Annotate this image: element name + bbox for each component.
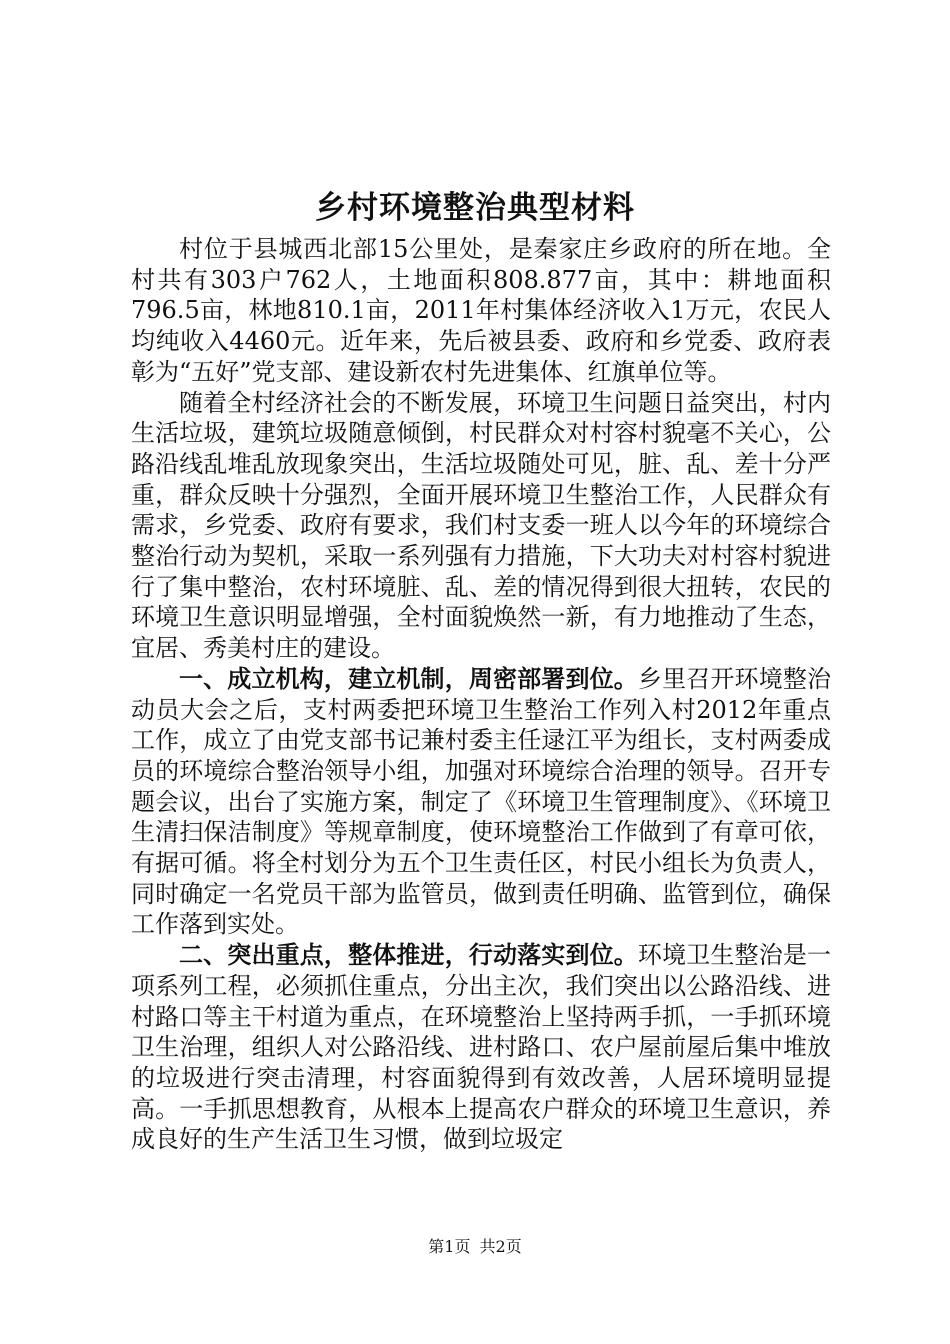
section-heading: 二、突出重点，整体推进，行动落实到位。 bbox=[179, 941, 638, 970]
document-body bbox=[131, 234, 831, 1155]
paragraph-section-2 bbox=[131, 940, 831, 1155]
page-number-footer: 第1页 共2页 bbox=[428, 1237, 522, 1256]
paragraph-text: 随着全村经济社会的不断发展，环境卫生问题日益突出，村内生活垃圾，建筑垃圾随意倾倒，村民群众对村容村貌毫不关心，公路沿线乱堆乱放现象突出，生活垃圾随处可见，脏、乱、差十分严重，群众反映十分强烈，全面开展环境卫生整治工作，人民群众有需求，乡党委、政府有要求，我们村支委一班人以今年的环境综合整治行动为契机，采取一系列强有力措施，下大功夫对村容村貌进行了集中整治，农村环境脏、乱、差的情况得到很大扭转，农民的环境卫生意识明显增强，全村面貌焕然一新，有力地推动了生态，宜居、秀美村庄的建设。 bbox=[131, 388, 831, 663]
paragraph-text: 村位于县城西北部15公里处，是秦家庄乡政府的所在地。全村共有303户762人，土地面积808.877亩，其中：耕地面积796.5亩，林地810.1亩，2011年村集体经济收入1万元，农民人均纯收入4460元。近年来，先后被县委、政府和乡党委、政府表彰为“五好”党支部、建设新农村先进集体、红旗单位等。 bbox=[131, 235, 831, 386]
paragraph-section-1 bbox=[131, 664, 831, 940]
section-heading: 一、成立机构，建立机制，周密部署到位。 bbox=[179, 664, 638, 693]
document-title: 乡村环境整治典型材料 bbox=[315, 190, 635, 226]
paragraph-intro bbox=[131, 234, 831, 388]
paragraph-text: 乡里召开环境整治动员大会之后，支村两委把环境卫生整治工作列入村2012年重点工作，成立了由党支部书记兼村委主任逯江平为组长，支村两委成员的环境综合整治领导小组，加强对环境综合治理的领导。召开专题会议，出台了实施方案，制定了《环境卫生管理制度》、《环境卫生清扫保洁制度》等规章制度，使环境整治工作做到了有章可依，有据可循。将全村划分为五个卫生责任区，村民小组长为负责人，同时确定一名党员干部为监管员，做到责任明确、监管到位，确保工作落到实处。 bbox=[131, 664, 831, 939]
paragraph-background bbox=[131, 388, 831, 664]
paragraph-text: 环境卫生整治是一项系列工程，必须抓住重点，分出主次，我们突出以公路沿线、进村路口等主干村道为重点，在环境整治上坚持两手抓，一手抓环境卫生治理，组织人对公路沿线、进村路口、农户屋前屋后集中堆放的垃圾进行突击清理，村容面貌得到有效改善，人居环境明显提高。一手抓思想教育，从根本上提高农户群众的环境卫生意识，养成良好的生产生活卫生习惯，做到垃圾定 bbox=[131, 941, 831, 1154]
